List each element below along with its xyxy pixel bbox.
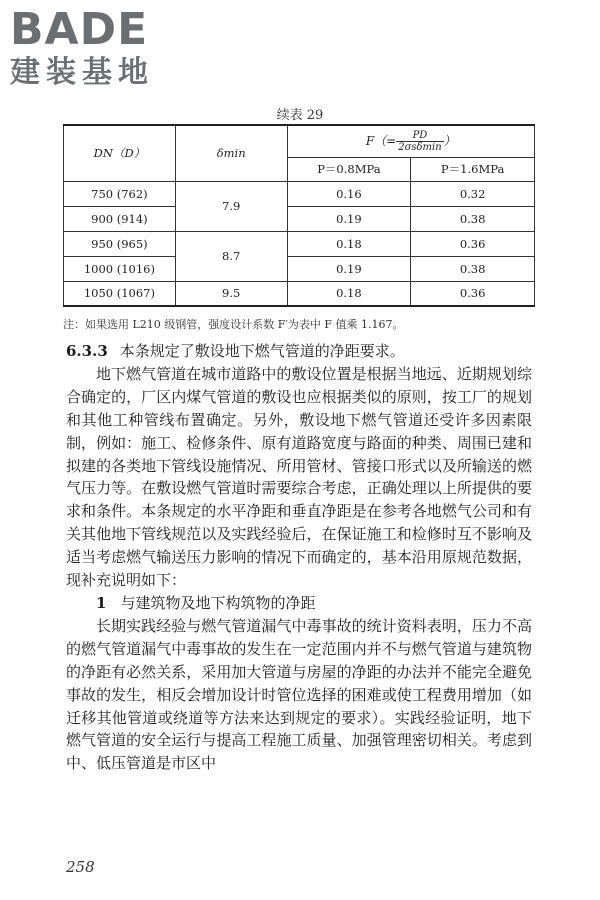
logo-wordmark: BADE (10, 4, 149, 55)
cell-f1: 0.19 (287, 256, 411, 281)
page-number: 258 (66, 858, 95, 876)
body-text (66, 340, 532, 775)
cell-f2: 0.38 (411, 256, 535, 281)
cell-delta: 9.5 (175, 281, 287, 306)
cell-dn: 950 (965) (64, 231, 176, 256)
header-f-formula: F（= $\frac{PD}{\text{2σsδmin}}$ ） (287, 125, 534, 157)
header-p-16: P＝1.6MPa (411, 157, 535, 181)
cell-f1: 0.16 (287, 181, 411, 206)
cell-f1: 0.18 (287, 281, 411, 306)
header-delta-min: δmin (175, 125, 287, 181)
bade-logo (10, 6, 154, 90)
section-heading: 6.3.3 本条规定了敷设地下燃气管道的净距要求。 (66, 342, 405, 360)
cell-f2: 0.38 (411, 206, 535, 231)
table-note: 注：如果选用 L210 级钢管，强度设计系数 F′为表中 F 值乘 1.167。 (63, 318, 404, 331)
cell-delta: 7.9 (175, 181, 287, 231)
cell-f2: 0.36 (411, 231, 535, 256)
table-caption: 续表 29 (276, 108, 324, 123)
cell-f2: 0.32 (411, 181, 535, 206)
cell-dn: 1000 (1016) (64, 256, 176, 281)
header-dn: DN（D） (64, 125, 176, 181)
logo-subtitle: 建装基地 (10, 55, 154, 90)
cell-f2: 0.36 (411, 281, 535, 306)
header-p-08: P＝0.8MPa (287, 157, 411, 181)
cell-dn: 900 (914) (64, 206, 176, 231)
cell-f1: 0.19 (287, 206, 411, 231)
paragraph: 地下燃气管道在城市道路中的敷设位置是根据当地远、近期规划综合确定的，厂区内煤气管道的敷设也应根据类似的原则，按工厂的规划和其他工种管线布置确定。另外，敷设地下燃气管道还受许多因素限制，例如：施工、检修条件、原有道路宽度与路面的种类、周围已建和拟建的各类地下管线设施情况、所用管材、管接口形式以及所输送的燃气压力等。在敷设燃气管道时需要综合考虑，正确处理以上所提供的要求和条件。本条规定的水平净距和垂直净距是在参考各地燃气公司和有关其他地下管线规范以及实践经验后，在保证施工和检修时互不影响及适当考虑燃气输送压力影响的情况下而确定的，基本沿用原规范数据，现补充说明如下： (66, 364, 532, 590)
cell-dn: 750 (762) (64, 181, 176, 206)
cell-f1: 0.18 (287, 231, 411, 256)
cell-delta: 8.7 (175, 231, 287, 281)
cell-dn: 1050 (1067) (64, 281, 176, 306)
item-heading: 1 与建筑物及地下构筑物的净距 (96, 593, 316, 612)
steel-pipe-table (63, 124, 535, 307)
paragraph: 长期实践经验与燃气管道漏气中毒事故的统计资料表明，压力不高的燃气管道漏气中毒事故的发生在一定范围内并不与燃气管道与建筑物的净距有必然关系，采用加大管道与房屋的净距的办法并不能完全避免事故的发生，相反会增加设计时管位选择的困难或使工程费用增加（如迁移其他管道或绕道等方法来达到规定的要求）。实践经验证明，地下燃气管道的安全运行与提高工程施工质量、加强管理密切相关。考虑到中、低压管道是市区中 (66, 616, 532, 773)
